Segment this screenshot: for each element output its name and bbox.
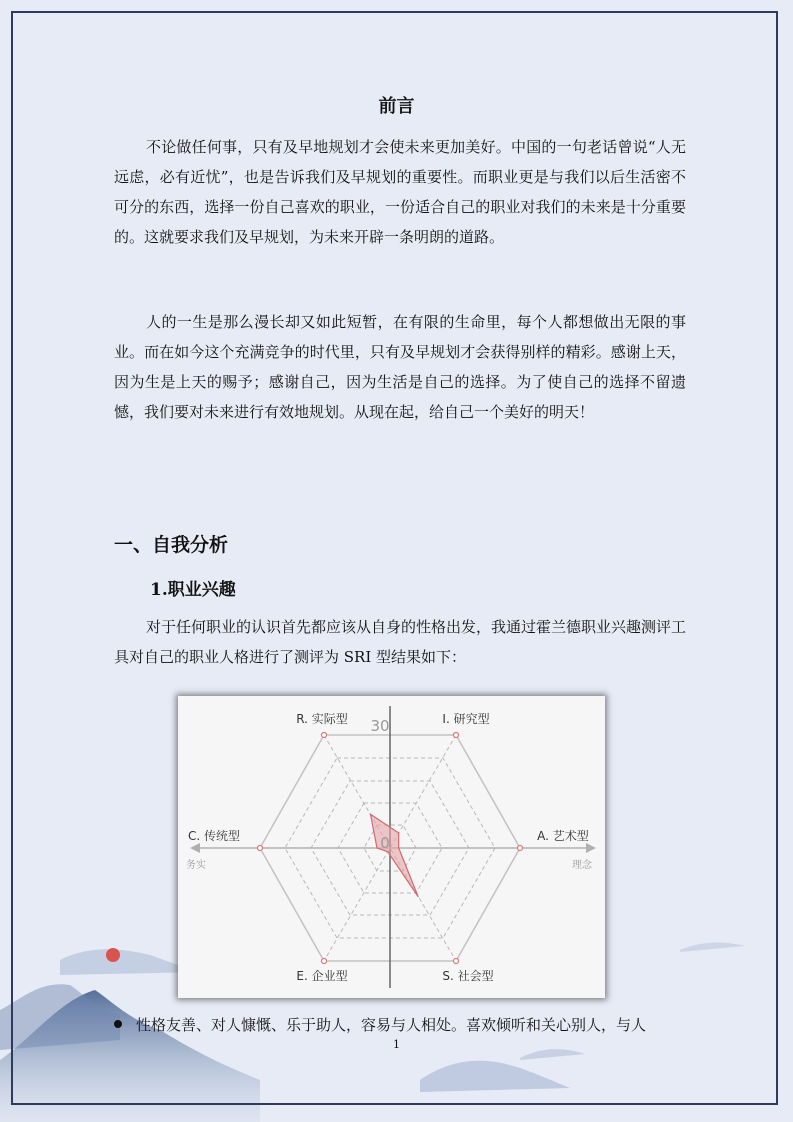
preface-paragraph-1: 不论做任何事，只有及早地规划才会使未来更加美好。中国的一句老话曾说“人无远虑，必有近忧”，也是告诉我们及早规划的重要性。而职业更是与我们以后生活密不可分的东西，选择一份自己喜欢的职业，一份适合自己的职业对我们的未来是十分重要的。这就要求我们及早规划，为未来开辟一条明朗的道路。 — [114, 138, 686, 246]
radar-vertex-a — [518, 846, 523, 851]
section-heading: 一、自我分析 — [114, 534, 229, 556]
intro-paragraph: 对于任何职业的认识首先都应该从自身的性格出发，我通过霍兰德职业兴趣测评工具对自己的职业人格进行了测评为 SRI 型结果如下： — [114, 618, 687, 666]
radar-label-s: S. 社会型 — [442, 969, 494, 983]
radar-axis-left-label: 务实 — [186, 860, 206, 871]
radar-vertex-r — [322, 733, 327, 738]
radar-label-i: I. 研究型 — [442, 712, 490, 726]
bullet-item — [114, 1014, 646, 1035]
radar-vertex-c — [258, 846, 263, 851]
holland-radar-chart — [178, 696, 605, 998]
radar-vertex-s — [454, 959, 459, 964]
radar-scale-zero: 0 — [380, 834, 390, 852]
radar-label-r: R. 实际型 — [296, 712, 348, 726]
radar-svg — [178, 696, 605, 998]
preface-paragraph-2: 人的一生是那么漫长却又如此短暂，在有限的生命里，每个人都想做出无限的事业。而在如今这个充满竞争的时代里，只有及早规划才会获得别样的精彩。感谢上天，因为生是上天的赐予；感谢自己，因为生活是自己的选择。为了使自己的选择不留遗憾，我们要对未来进行有效地规划。从现在起，给自己一个美好的明天！ — [114, 313, 686, 421]
bullet-dot-icon — [114, 1020, 122, 1028]
bullet-text: 性格友善、对人慷慨、乐于助人，容易与人相处。喜欢倾听和关心别人，与人 — [136, 1016, 647, 1034]
page-number: 1 — [393, 1038, 400, 1051]
radar-label-a: A. 艺术型 — [537, 829, 589, 843]
radar-axis-arrow-right — [586, 843, 596, 853]
radar-vertex-i — [454, 733, 459, 738]
page-title: 前言 — [378, 96, 415, 117]
radar-vertex-e — [322, 959, 327, 964]
radar-axis-arrow-left — [190, 843, 200, 853]
radar-scale-max: 30 — [370, 717, 390, 735]
radar-label-e: E. 企业型 — [296, 969, 348, 983]
radar-score-polygon — [371, 814, 419, 897]
subsection-heading: 1.职业兴趣 — [150, 580, 236, 600]
radar-label-c: C. 传统型 — [187, 829, 241, 843]
radar-axis-right-label: 理念 — [572, 860, 592, 871]
